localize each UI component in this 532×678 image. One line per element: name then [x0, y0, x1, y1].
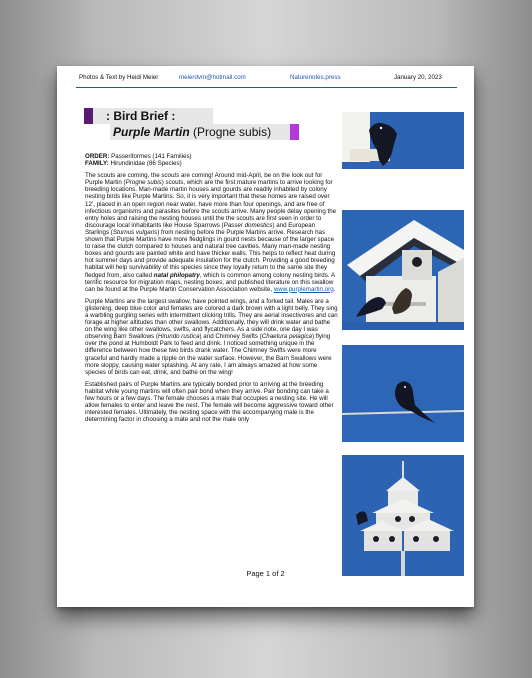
photo-martin-on-wire [342, 345, 464, 442]
header-email-link[interactable]: meierdvm@hotmail.com [179, 74, 246, 81]
family-value: Hirundinidae (86 Species) [110, 160, 182, 168]
title-block [84, 108, 299, 142]
header-credit: Photos & Text by Heidi Meier [79, 74, 159, 81]
photo-martin-on-post [342, 112, 464, 169]
title-accent-bar-dark [84, 108, 93, 124]
classification [85, 153, 338, 167]
natal-philopatry-term: natal philopatry [153, 271, 200, 279]
title-common-name: Purple Martin [113, 125, 190, 139]
title-species [113, 125, 271, 139]
paragraph-scouts: The scouts are coming, the scouts are coming! Around mid-April, be on the look out for Purple Martin (Progne subis) scouts, which are the first mature martins to arrive looking for breeding locations. Man-made martin houses and gourds are readily inhabited by colony nesting birds like Purple Martins. So, it is very important that these homes are raised over 12’, placed in an open region near water, have more than four openings, and are free of infectious organisms and parasites before the scouts arrive. Many people delay opening the entry holes and raising the nesting houses until the the scouts are first seen in order to discourage local inhabitants like House Sparrows (Passer domestics) and European Starlings (Sturnus vulgaris) from nesting before the Purple Martins arrive. Research has shown that Purple Martins have more fledglings in gourd nests because of the larger space to raise the clutch compared to houses and natural tree cavities. Many man-made nesting boxes and gourds are painted white and have thicker walls. This helps to reflect heat during hot summer days and provide adequate insulation for the clutch. Providing a good breeding habitat will help survivability of this species since they loyally return to the same site they fledged from, also called natal philopatry, which is common among colony nesting birds. A terrific resource for migration maps, nesting boxes, and published literature on this swallow can be found at the Purple Martin Conservation Association website, www.purplemartin.org. [85, 172, 337, 293]
header-date: January 20, 2023 [394, 74, 442, 81]
order-label: ORDER: [85, 153, 110, 160]
title-line-bird-brief: : Bird Brief : [106, 109, 176, 123]
paragraph-pair-bonding: Established pairs of Purple Martins are typically bonded prior to arriving at the breeding habitat while young martins will often pair bond when they arrive. Pair bonding can take a few hours or a few days. The female chooses a male that occupies a nesting site. He will allow females to enter and leave the nest. The female will become aggressive toward other interested females. Ultimately, the nesting space with the accompanying male is the determining factor in choosing a mate and not the male only [85, 380, 334, 424]
family-label: FAMILY: [85, 160, 109, 168]
header-site-link[interactable]: Naturenotes.press [290, 74, 341, 81]
purplemartin-link[interactable]: www.purplemartin.org [273, 285, 334, 293]
title-scientific-name: (Progne subis) [193, 125, 272, 139]
title-accent-bar-light [290, 124, 299, 140]
page-header [76, 73, 457, 88]
photo-martin-house-pole [342, 455, 464, 576]
page-number: Page 1 of 2 [246, 569, 285, 578]
photo-martins-at-house [342, 210, 464, 330]
document-page [57, 66, 474, 607]
order-value: Passeriformes (141 Families) [111, 153, 192, 160]
article-body [85, 153, 338, 428]
paragraph-description: Purple Martins are the largest swallow, have pointed wings, and a forked tail. Males are a glistening, deep blue color and females are colored a dark brown with a light belly. They sing a warbling gurgling series with intermittent clicking trills. They are aerial insectivores and can forage at higher altitudes than other swallows. Additionally, they will drink water and bathe on the wing like other swallows, swifts, and flycatchers. As a side note, one day I was observing Barn Swallows (Hirundo rustica) and Chimney Swifts (Chaetura pelagica) flying over the pond at Humboldt Park to feed and drink. I noticed something unique in the difference between how these two birds drank water. The Chimney Swifts were more graceful and hardly made a ripple on the water surface. However, the Barn Swallows were more sloppy, causing water splashing. At any rate, I am always amazed at how some species of birds can eat, drink, and bathe on the wing! [85, 297, 338, 376]
